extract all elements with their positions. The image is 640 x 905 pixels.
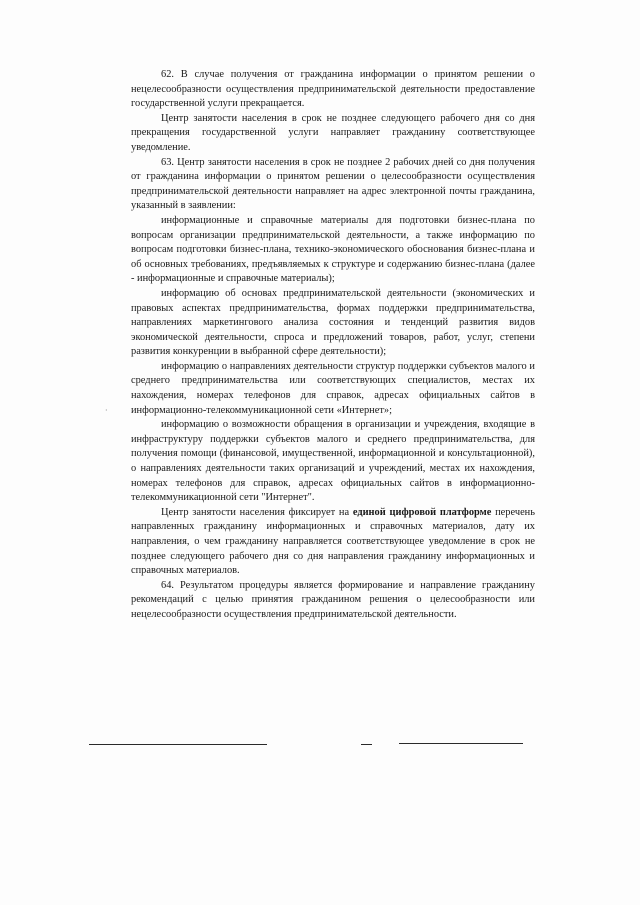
- paragraph-infrastructure-organizations: информацию о возможности обращения в организации и учреждения, входящие в инфраструктуру поддержки субъектов малого и среднего предпринимательства, для получения помощи (финансовой, имущественной, информационной и консультационной), о направлениях деятельности таких организаций и учреждений, местах их нахождения, номерах телефонов для справок, адресах официальных сайтов в информационно-телекоммуникационной сети "Интернет".: [131, 419, 535, 504]
- paragraph-digital-platform-end: перечень направленных гражданину информационных и справочных материалов, дату их направления, о чем гражданину направляется соответствующее уведомление в срок не позднее следующего рабочего дня со дня направления гражданину информационных и справочных материалов.: [131, 506, 535, 577]
- paragraph-digital-platform: [131, 506, 535, 579]
- signature-line-mid: [361, 744, 372, 745]
- paragraph-62: 62. В случае получения от гражданина информации о принятом решении о нецелесообразности осуществления предпринимательской деятельности предоставление государственной услуги прекращается.: [131, 69, 535, 110]
- paragraph-entrepreneurship-basics: информацию об основах предпринимательской деятельности (экономических и правовых аспектах предпринимательства, формах поддержки предпринимательства, направлениях маркетингового анализа состояния и тенденций развития видов экономической деятельности, спроса и предложений товаров, работ, услуг, степени развития конкуренции в выбранной сфере деятельности);: [131, 287, 535, 358]
- paragraph-64: 64. Результатом процедуры является формирование и направление гражданину рекомендаций с целью принятия гражданином решения о целесообразности или нецелесообразности осуществления предпринимательской деятельности.: [131, 579, 535, 620]
- paragraph-63: 63. Центр занятости населения в срок не позднее 2 рабочих дней со дня получения от гражданина информации о принятом решении о целесообразности осуществления предпринимательской деятельности направляет на адрес электронной почты гражданина, указанный в заявлении:: [131, 156, 535, 212]
- scan-margin-mark: ·: [105, 406, 108, 415]
- signature-line-left: [89, 744, 267, 745]
- paragraph-business-plan-materials: информационные и справочные материалы для подготовки бизнес-плана по вопросам организации предпринимательской деятельности, а также информацию по вопросам подготовки бизнес-плана, технико-экономического обоснования бизнес-плана и об основных требованиях, предъявляемых к структуре и содержанию бизнес-плана (далее - информационные и справочные материалы);: [131, 214, 535, 285]
- paragraph-support-structures: информацию о направлениях деятельности структур поддержки субъектов малого и среднего предпринимательства или соответствующих специалистов, местах их нахождения, номерах телефонов для справок, адресах официальных сайтов в информационно-телекоммуникационной сети «Интернет»;: [131, 360, 535, 416]
- document-body: [131, 68, 535, 623]
- digital-platform-emphasis: единой цифровой платформе: [352, 506, 492, 518]
- paragraph-notice-termination: Центр занятости населения в срок не позднее следующего рабочего дня со дня прекращения государственной услуги направляет гражданину соответствующее уведомление.: [131, 112, 535, 153]
- signature-line-right: [399, 743, 523, 744]
- paragraph-digital-platform-start: Центр занятости населения фиксирует на: [161, 506, 353, 518]
